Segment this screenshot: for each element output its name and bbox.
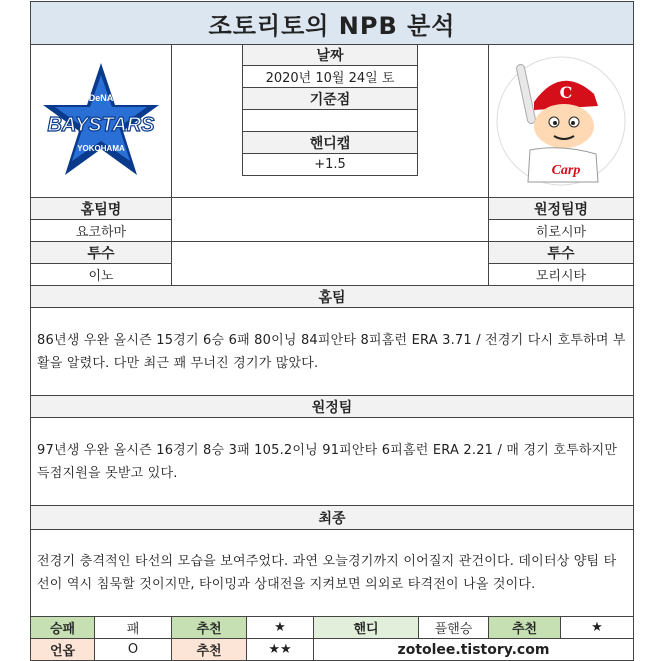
home-logo-cell (30, 44, 172, 198)
ou-value: O (94, 638, 172, 661)
home-name-label: 홈팀명 (30, 197, 172, 220)
rec3-label: 추천 (171, 638, 247, 661)
home-pitcher-label: 투수 (30, 241, 172, 264)
final-section-header: 최종 (30, 505, 634, 530)
baystars-logo (37, 57, 165, 185)
final-section-body (30, 529, 634, 617)
date-label: 날짜 (242, 44, 418, 66)
page-title: 조토리토의 NPB 분석 (30, 1, 634, 45)
handicap-value: +1.5 (242, 153, 418, 176)
rec2-label: 추천 (488, 616, 561, 639)
home-section-header: 홈팀 (30, 285, 634, 308)
base-label: 기준점 (242, 87, 418, 110)
center-mid-cell-1 (171, 197, 489, 242)
logo-sub-text: YOKOHAMA (77, 144, 125, 153)
away-name-label: 원정팀명 (488, 197, 634, 220)
logo-main-text: BAYSTARS (47, 114, 155, 136)
center-mid-cell-2 (171, 241, 489, 286)
carp-logo-text: Carp (551, 163, 581, 178)
away-pitcher-label: 투수 (488, 241, 634, 264)
home-name-value: 요코하마 (30, 219, 172, 242)
away-pitcher-value: 모리시타 (488, 263, 634, 286)
svg-text:C: C (559, 83, 573, 102)
away-logo-cell (488, 44, 634, 198)
handicap-label: 핸디캡 (242, 131, 418, 154)
handi-label: 핸디 (313, 616, 419, 639)
carp-logo (494, 54, 628, 188)
rec1-label: 추천 (171, 616, 247, 639)
handi-value: 플핸승 (418, 616, 489, 639)
home-analysis-text: 86년생 우완 올시즌 15경기 6승 6패 80이닝 84피안타 8피홈런 ERA 3.71 / 전경기 다시 호투하며 부활을 알렸다. 다만 최근 꽤 무너진 경기가 많았다. (37, 332, 626, 371)
rec3-value: ★★ (246, 638, 314, 661)
rec1-value: ★ (246, 616, 314, 639)
winloss-value: 패 (94, 616, 172, 639)
face-icon (534, 104, 594, 148)
home-pitcher-value: 이노 (30, 263, 172, 286)
away-section-body (30, 417, 634, 506)
away-name-value: 히로시마 (488, 219, 634, 242)
ou-label: 언옵 (30, 638, 95, 661)
date-value: 2020년 10월 24일 토 (242, 65, 418, 88)
winloss-label: 승패 (30, 616, 95, 639)
away-section-header: 원정팀 (30, 395, 634, 418)
away-analysis-text: 97년생 우완 올시즌 16경기 8승 3패 105.2이닝 91피안타 6피홈런 ERA 2.21 / 매 경기 호투하지만 득점지원을 못받고 있다. (37, 442, 618, 481)
final-analysis-text: 전경기 충격적인 타선의 모습을 보여주었다. 과연 오늘경기까지 이어질지 관건이다. 데이터상 양팀 타선이 역시 침묵할 것이지만, 타이밍과 상대전을 지켜보면 의외로 타격전이 나올 것이다. (37, 554, 617, 592)
rec2-value: ★ (560, 616, 634, 639)
site-link[interactable]: zotolee.tistory.com (313, 638, 634, 661)
logo-top-text: DeNA (88, 93, 114, 103)
home-section-body (30, 307, 634, 396)
base-value (242, 109, 418, 132)
